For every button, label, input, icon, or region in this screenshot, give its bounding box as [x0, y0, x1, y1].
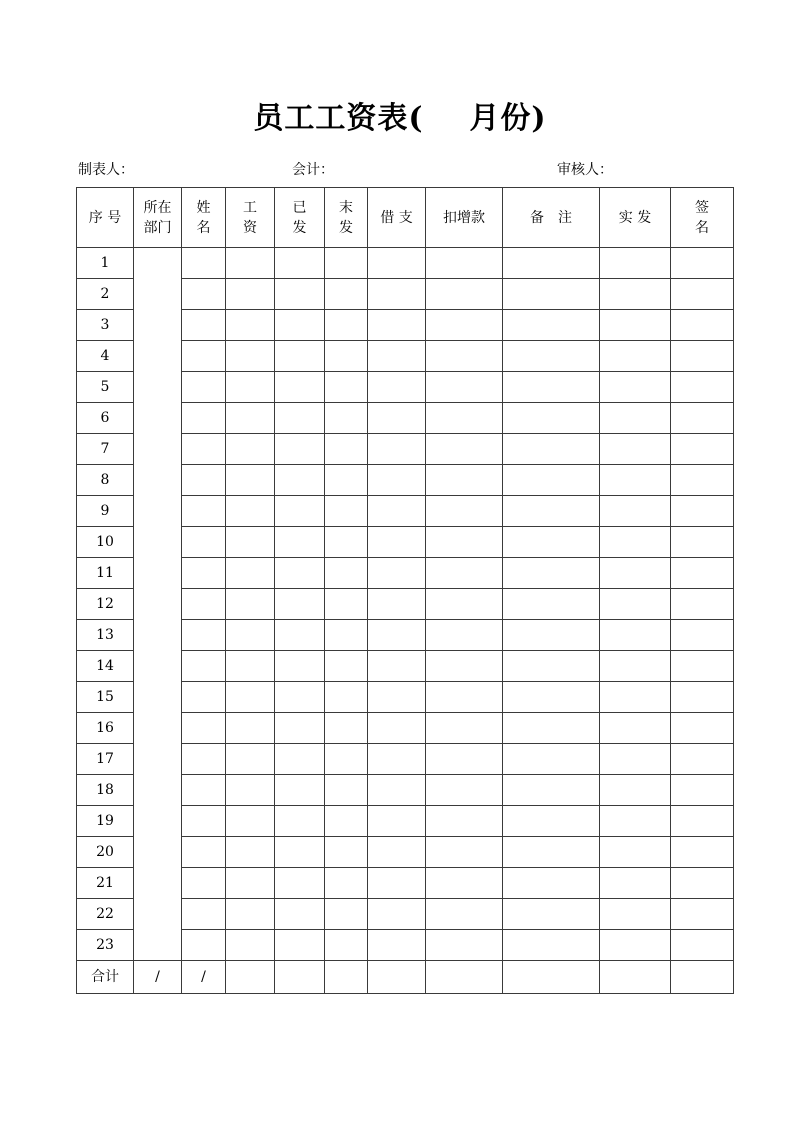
table-cell [182, 434, 226, 465]
table-cell [671, 682, 734, 713]
table-cell [368, 496, 426, 527]
table-cell [671, 310, 734, 341]
row-seq: 9 [77, 496, 134, 527]
row-seq: 16 [77, 713, 134, 744]
table-cell [600, 713, 671, 744]
table-cell [226, 558, 275, 589]
table-cell [368, 465, 426, 496]
table-cell [182, 744, 226, 775]
table-cell [226, 620, 275, 651]
table-cell [600, 310, 671, 341]
table-cell [671, 775, 734, 806]
table-cell [325, 310, 368, 341]
table-cell [368, 868, 426, 899]
dept-merged-cell [134, 248, 182, 961]
header-wage: 工 资 [226, 188, 275, 248]
table-cell [503, 589, 600, 620]
table-cell [426, 496, 503, 527]
table-cell [503, 775, 600, 806]
row-seq: 19 [77, 806, 134, 837]
header-seq: 序 号 [77, 188, 134, 248]
table-cell [426, 589, 503, 620]
table-cell [503, 527, 600, 558]
table-cell [671, 651, 734, 682]
table-cell [368, 341, 426, 372]
table-cell [182, 310, 226, 341]
table-cell [226, 496, 275, 527]
table-cell [226, 651, 275, 682]
table-cell [325, 744, 368, 775]
table-cell [671, 713, 734, 744]
table-cell [325, 558, 368, 589]
table-cell [275, 558, 325, 589]
table-cell [426, 248, 503, 279]
table-cell [275, 775, 325, 806]
table-cell [426, 651, 503, 682]
table-cell [503, 310, 600, 341]
row-seq: 3 [77, 310, 134, 341]
table-cell [671, 558, 734, 589]
table-cell [226, 527, 275, 558]
table-cell [182, 496, 226, 527]
table-cell [226, 837, 275, 868]
table-cell [503, 930, 600, 961]
header-actual: 实 发 [600, 188, 671, 248]
table-cell [503, 341, 600, 372]
table-cell [503, 279, 600, 310]
header-dept: 所在 部门 [134, 188, 182, 248]
table-cell [600, 248, 671, 279]
table-cell [503, 248, 600, 279]
table-cell [182, 527, 226, 558]
table-cell [503, 558, 600, 589]
table-cell [671, 403, 734, 434]
table-cell [368, 403, 426, 434]
table-cell [671, 496, 734, 527]
table-cell [600, 279, 671, 310]
table-row [77, 248, 734, 279]
table-cell [275, 310, 325, 341]
table-cell [325, 620, 368, 651]
table-cell [368, 372, 426, 403]
table-cell [368, 310, 426, 341]
table-cell [600, 837, 671, 868]
table-cell [503, 744, 600, 775]
table-cell [368, 930, 426, 961]
table-cell [671, 806, 734, 837]
table-cell [600, 744, 671, 775]
total-row [77, 961, 734, 994]
table-cell [600, 775, 671, 806]
table-cell [368, 527, 426, 558]
table-cell [368, 775, 426, 806]
total-cell [600, 961, 671, 994]
table-cell [426, 775, 503, 806]
table-cell [275, 434, 325, 465]
table-cell [600, 620, 671, 651]
row-seq: 21 [77, 868, 134, 899]
table-cell [182, 341, 226, 372]
row-seq: 4 [77, 341, 134, 372]
table-cell [275, 527, 325, 558]
table-cell [275, 403, 325, 434]
row-seq: 14 [77, 651, 134, 682]
table-cell [671, 527, 734, 558]
table-cell [275, 372, 325, 403]
table-cell [368, 589, 426, 620]
table-cell [600, 868, 671, 899]
table-cell [182, 279, 226, 310]
table-cell [426, 341, 503, 372]
table-cell [503, 682, 600, 713]
table-cell [226, 713, 275, 744]
total-cell [325, 961, 368, 994]
table-cell [226, 868, 275, 899]
table-cell [600, 372, 671, 403]
reviewer-label: 审核人： [557, 162, 613, 178]
table-cell [503, 496, 600, 527]
header-row [77, 188, 734, 248]
table-cell [503, 465, 600, 496]
table-cell [182, 620, 226, 651]
accountant-label: 会计： [292, 162, 334, 178]
table-cell [226, 372, 275, 403]
table-cell [368, 682, 426, 713]
table-cell [600, 434, 671, 465]
table-cell [426, 930, 503, 961]
table-cell [226, 930, 275, 961]
table-cell [226, 899, 275, 930]
table-cell [426, 806, 503, 837]
row-seq: 7 [77, 434, 134, 465]
table-cell [226, 434, 275, 465]
table-cell [275, 279, 325, 310]
table-cell [226, 682, 275, 713]
table-cell [503, 651, 600, 682]
table-cell [325, 713, 368, 744]
table-cell [426, 744, 503, 775]
table-cell [600, 589, 671, 620]
table-cell [426, 713, 503, 744]
table-cell [368, 899, 426, 930]
table-cell [426, 372, 503, 403]
table-cell [325, 279, 368, 310]
table-cell [325, 930, 368, 961]
table-cell [182, 372, 226, 403]
table-cell [368, 434, 426, 465]
table-cell [600, 651, 671, 682]
table-cell [426, 279, 503, 310]
table-cell [368, 806, 426, 837]
table-cell [600, 899, 671, 930]
row-seq: 17 [77, 744, 134, 775]
row-seq: 22 [77, 899, 134, 930]
table-cell [325, 868, 368, 899]
table-cell [226, 775, 275, 806]
table-cell [226, 806, 275, 837]
header-loan: 借 支 [368, 188, 426, 248]
total-cell [226, 961, 275, 994]
table-cell [426, 558, 503, 589]
table-cell [275, 930, 325, 961]
table-cell [671, 434, 734, 465]
row-seq: 1 [77, 248, 134, 279]
salary-table [76, 187, 734, 994]
table-cell [426, 620, 503, 651]
table-cell [325, 837, 368, 868]
header-sign: 签 名 [671, 188, 734, 248]
row-seq: 11 [77, 558, 134, 589]
table-cell [426, 434, 503, 465]
table-cell [182, 837, 226, 868]
page-title: 员工工资表( 月份) [253, 101, 547, 136]
row-seq: 15 [77, 682, 134, 713]
table-cell [671, 372, 734, 403]
row-seq: 12 [77, 589, 134, 620]
table-cell [325, 403, 368, 434]
table-cell [671, 341, 734, 372]
table-cell [182, 868, 226, 899]
total-name-cell: / [182, 961, 226, 994]
table-cell [275, 899, 325, 930]
table-cell [182, 930, 226, 961]
table-cell [275, 465, 325, 496]
total-label: 合计 [77, 961, 134, 994]
table-cell [275, 248, 325, 279]
table-cell [671, 930, 734, 961]
table-cell [182, 775, 226, 806]
table-cell [325, 775, 368, 806]
table-cell [368, 620, 426, 651]
table-cell [226, 465, 275, 496]
table-cell [182, 465, 226, 496]
table-cell [182, 248, 226, 279]
row-seq: 8 [77, 465, 134, 496]
table-cell [671, 868, 734, 899]
total-cell [275, 961, 325, 994]
total-cell [671, 961, 734, 994]
table-cell [275, 868, 325, 899]
table-cell [275, 341, 325, 372]
header-deduction: 扣增款 [426, 188, 503, 248]
table-cell [600, 403, 671, 434]
table-cell [182, 899, 226, 930]
table-cell [325, 434, 368, 465]
table-cell [275, 620, 325, 651]
table-cell [600, 341, 671, 372]
table-cell [275, 713, 325, 744]
table-cell [600, 465, 671, 496]
table-cell [503, 620, 600, 651]
table-cell [368, 279, 426, 310]
table-cell [503, 837, 600, 868]
table-cell [671, 899, 734, 930]
row-seq: 20 [77, 837, 134, 868]
table-cell [503, 434, 600, 465]
table-cell [600, 930, 671, 961]
table-cell [600, 806, 671, 837]
table-cell [503, 403, 600, 434]
table-cell [325, 682, 368, 713]
row-seq: 10 [77, 527, 134, 558]
table-cell [426, 899, 503, 930]
table-cell [426, 403, 503, 434]
header-paid: 已 发 [275, 188, 325, 248]
table-cell [182, 713, 226, 744]
table-cell [368, 837, 426, 868]
table-cell [325, 527, 368, 558]
table-cell [671, 837, 734, 868]
table-cell [182, 806, 226, 837]
table-cell [503, 868, 600, 899]
table-cell [226, 744, 275, 775]
row-seq: 6 [77, 403, 134, 434]
table-cell [226, 341, 275, 372]
table-cell [368, 713, 426, 744]
table-cell [182, 589, 226, 620]
table-cell [275, 651, 325, 682]
table-cell [325, 248, 368, 279]
table-cell [671, 589, 734, 620]
table-cell [503, 713, 600, 744]
table-cell [275, 589, 325, 620]
table-cell [368, 248, 426, 279]
table-cell [426, 465, 503, 496]
table-cell [182, 403, 226, 434]
row-seq: 5 [77, 372, 134, 403]
table-cell [426, 868, 503, 899]
total-cell [503, 961, 600, 994]
table-cell [275, 744, 325, 775]
table-cell [503, 372, 600, 403]
table-cell [182, 558, 226, 589]
row-seq: 18 [77, 775, 134, 806]
table-cell [275, 806, 325, 837]
header-unpaid: 末 发 [325, 188, 368, 248]
table-cell [426, 527, 503, 558]
table-cell [600, 682, 671, 713]
table-cell [275, 837, 325, 868]
table-cell [600, 527, 671, 558]
table-cell [325, 341, 368, 372]
table-cell [368, 744, 426, 775]
table-cell [368, 651, 426, 682]
table-cell [426, 682, 503, 713]
table-cell [325, 651, 368, 682]
table-cell [600, 496, 671, 527]
table-cell [503, 806, 600, 837]
table-cell [275, 682, 325, 713]
table-cell [671, 279, 734, 310]
table-cell [226, 310, 275, 341]
row-seq: 23 [77, 930, 134, 961]
preparer-label: 制表人： [78, 162, 134, 178]
table-cell [226, 403, 275, 434]
table-cell [275, 496, 325, 527]
header-name: 姓 名 [182, 188, 226, 248]
table-cell [182, 651, 226, 682]
table-cell [426, 837, 503, 868]
row-seq: 13 [77, 620, 134, 651]
header-remark: 备 注 [503, 188, 600, 248]
table-cell [226, 279, 275, 310]
table-cell [671, 620, 734, 651]
table-cell [226, 589, 275, 620]
table-cell [325, 465, 368, 496]
total-dept-cell: / [134, 961, 182, 994]
table-cell [325, 372, 368, 403]
total-cell [426, 961, 503, 994]
table-cell [325, 806, 368, 837]
table-cell [503, 899, 600, 930]
table-cell [325, 496, 368, 527]
table-cell [325, 589, 368, 620]
row-seq: 2 [77, 279, 134, 310]
table-cell [368, 558, 426, 589]
table-cell [426, 310, 503, 341]
table-cell [671, 248, 734, 279]
table-cell [600, 558, 671, 589]
table-cell [226, 248, 275, 279]
table-cell [182, 682, 226, 713]
table-cell [671, 744, 734, 775]
table-cell [671, 465, 734, 496]
table-cell [325, 899, 368, 930]
total-cell [368, 961, 426, 994]
